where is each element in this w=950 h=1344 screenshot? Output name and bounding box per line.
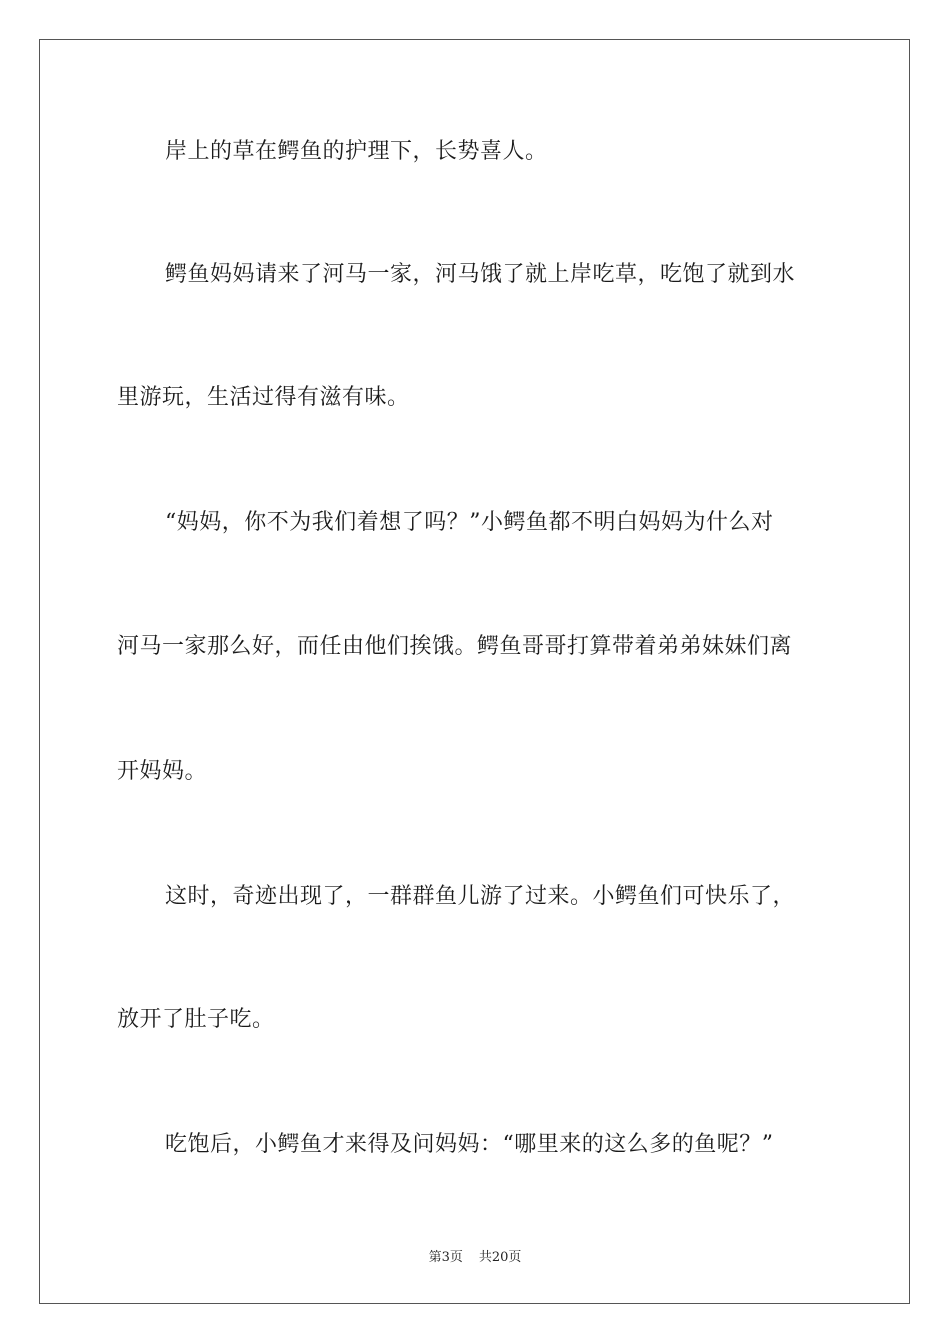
paragraph-line: 里游玩，生活过得有滋有味。	[117, 385, 410, 410]
paragraph-line: 吃饱后，小鳄鱼才来得及问妈妈：“哪里来的这么多的鱼呢？”	[165, 1132, 774, 1157]
page-border	[39, 39, 910, 1304]
page-footer	[0, 1246, 950, 1265]
paragraph-line: 这时，奇迹出现了，一群群鱼儿游了过来。小鳄鱼们可快乐了，	[165, 884, 796, 909]
paragraph-line: 开妈妈。	[117, 759, 208, 784]
paragraph-line: “妈妈，你不为我们着想了吗？”小鳄鱼都不明白妈妈为什么对	[165, 510, 774, 535]
paragraph-line: 放开了肚子吃。	[117, 1007, 275, 1032]
page-number: 第3页	[428, 1250, 463, 1265]
paragraph-line: 鳄鱼妈妈请来了河马一家，河马饿了就上岸吃草，吃饱了就到水	[165, 262, 796, 287]
paragraph-line: 岸上的草在鳄鱼的护理下，长势喜人。	[165, 139, 548, 164]
paragraph-line: 河马一家那么好，而任由他们挨饿。鳄鱼哥哥打算带着弟弟妹妹们离	[117, 634, 793, 659]
page-total: 共20页	[478, 1250, 522, 1265]
